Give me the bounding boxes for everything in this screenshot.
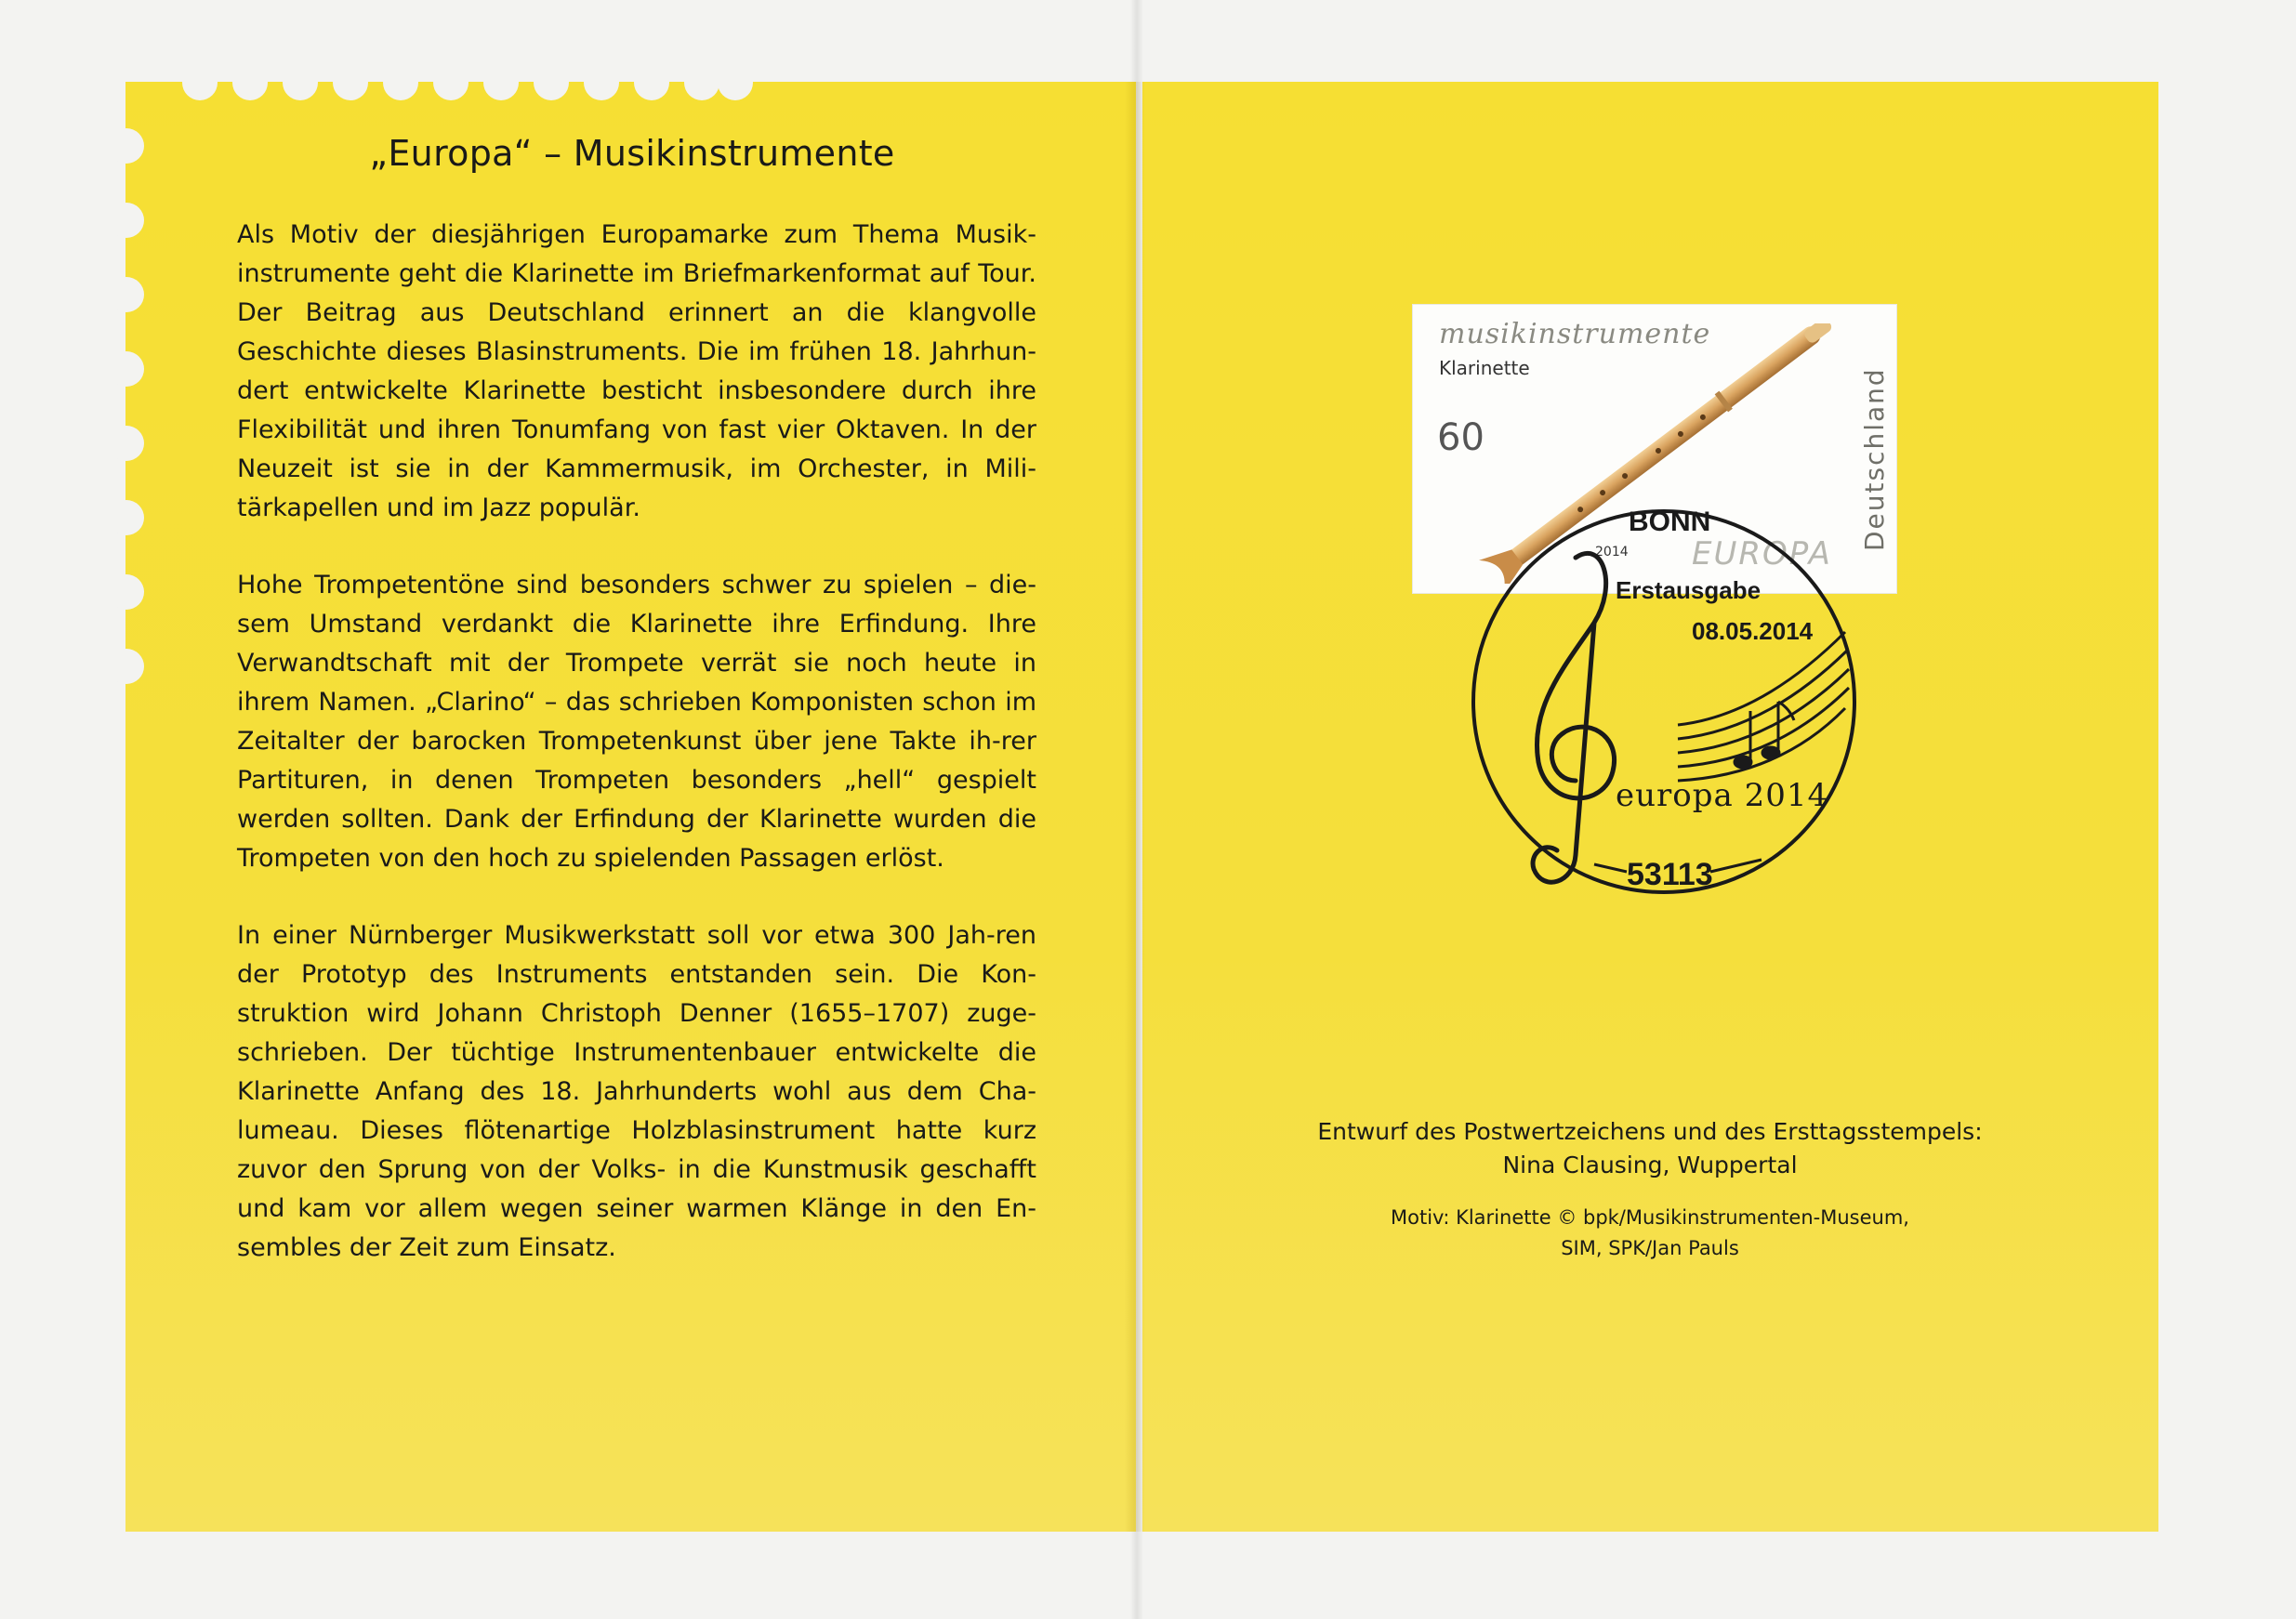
design-credit-line: Nina Clausing, Wuppertal bbox=[1502, 1152, 1798, 1178]
stamp-value: 60 bbox=[1437, 416, 1484, 459]
design-credit bbox=[1236, 1115, 2064, 1182]
center-fold bbox=[1125, 82, 1145, 1532]
first-day-postmark bbox=[1464, 502, 1864, 902]
postmark-zip: 53113 bbox=[1627, 857, 1713, 892]
article-body bbox=[237, 216, 1036, 1306]
stamp-series: musikinstrumente bbox=[1439, 318, 1711, 350]
postmark-label: Erstausgabe bbox=[1616, 576, 1762, 604]
postmark-europa: europa 2014 bbox=[1616, 777, 1829, 814]
stamp-country: Deutschland bbox=[1859, 367, 1890, 551]
europa-logo: EUROPA bbox=[1692, 535, 1832, 573]
postmark-city: BONN bbox=[1629, 507, 1711, 537]
motif-credit bbox=[1236, 1203, 2064, 1264]
design-credit-line: Entwurf des Postwertzeichens und des Ersttagsstempels: bbox=[1317, 1118, 1983, 1145]
postmark-date: 08.05.2014 bbox=[1692, 617, 1814, 645]
paragraph: In einer Nürnberger Musikwerkstatt soll vor etwa 300 Jah-ren der Prototyp des Instruments entstanden sein. Die Kon-struktion wird Johann Christoph Denner (1655–1707) zuge-schrieben. Der tüchtige Instrumentenbauer entwickelte die Klarinette Anfang des 18. Jahrhunderts wohl aus dem Cha-lumeau. Dieses flötenartige Holzblasinstrument hatte kurz zuvor den Sprung von der Volks- in die Kunstmusik geschafft und kam vor allem wegen seiner warmen Klänge in den En-sembles der Zeit zum Einsatz. bbox=[237, 921, 1036, 1262]
stamp-year: 2014 bbox=[1595, 545, 1629, 559]
stamp-instrument: Klarinette bbox=[1439, 357, 1530, 379]
paragraph: Hohe Trompetentöne sind besonders schwer zu spielen – die-sem Umstand verdankt die Klarinette ihre Erfindung. Ihre Verwandtschaft mit der Trompete verrät sie noch heute in ihrem Namen. „Clarino“ – das schrieben Komponisten schon im Zeitalter der barocken Trompetenkunst über jene Takte ih-rer Partituren, in denen Trompeten besonders „hell“ gespielt werden sollten. Dank der Erfindung der Klarinette wurden die Trompeten von den hoch zu spielenden Passagen erlöst. bbox=[237, 571, 1036, 873]
motif-credit-line: SIM, SPK/Jan Pauls bbox=[1561, 1237, 1739, 1259]
page-title: „Europa“ – Musikinstrumente bbox=[369, 133, 895, 174]
paragraph: Als Motiv der diesjährigen Europamarke zum Thema Musik-instrumente geht die Klarinette im Briefmarkenformat auf Tour. Der Beitrag aus Deutschland erinnert an die klangvolle Geschichte dieses Blasinstruments. Die im frühen 18. Jahrhun-dert entwickelte Klarinette besticht insbesondere durch ihre Flexibilität und ihren Tonumfang von fast vier Oktaven. In der Neuzeit ist sie in der Kammermusik, im Orchester, in Mili-tärkapellen und im Jazz populär. bbox=[237, 220, 1036, 522]
motif-credit-line: Motiv: Klarinette © bpk/Musikinstrumenten-Museum, bbox=[1391, 1206, 1909, 1229]
music-staff-icon bbox=[1678, 632, 1849, 781]
treble-clef-icon bbox=[1533, 553, 1615, 882]
